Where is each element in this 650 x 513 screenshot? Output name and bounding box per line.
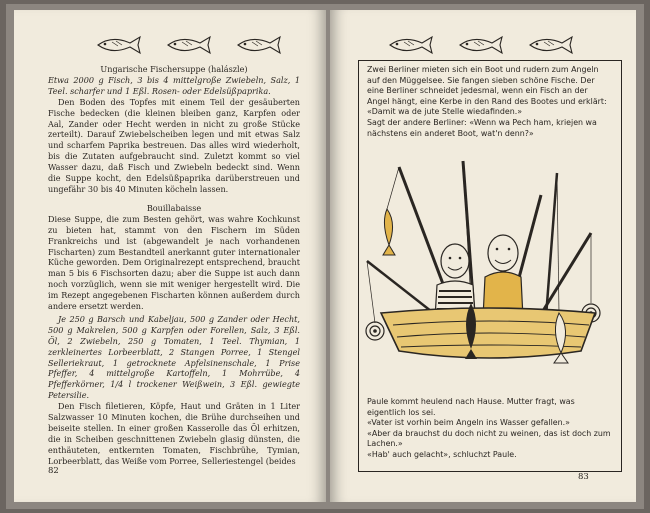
- quote-5: «Hab' auch gelacht», schluchzt Paule.: [367, 449, 517, 459]
- bouillabaisse-method: Den Fisch filetieren, Köpfe, Haut und Gräten in 1 Liter Salzwasser 10 Minuten kochen, die Brühe durchseihen und beiseite stellen. In einer großen Kasserolle das Öl erhitzen, die in Scheiben geschnittenen Zwiebeln glasig dünsten, die enthäuteten, entkernten Tomaten, Fischbrühe, Tymian, Lorbeerblatt, das Weiße vom Porree, Selleriestengel (beides: [48, 401, 300, 466]
- right-page: [330, 10, 636, 502]
- page-number-left: 82: [48, 466, 59, 476]
- fish-icon: [386, 32, 436, 58]
- quote-3: «Vater ist vorhin beim Angeln ins Wasser gefallen.»: [367, 418, 570, 428]
- story-bottom: [367, 397, 611, 461]
- story-intro: Zwei Berliner mieten sich ein Boot und rudern zum Angeln auf den Müggelsee. Sie fangen sieben schöne Fische. Der eine Berliner schneidet jedesmal, wenn ein Fisch an der Angel hängt, eine Kerbe in den Rand des Bootes und erklärt:: [367, 65, 607, 106]
- boat-illustration: [359, 153, 621, 391]
- story-paule: Paule kommt heulend nach Hause. Mutter fragt, was eigentlich los sei.: [367, 397, 575, 417]
- fish-icon: [94, 32, 144, 58]
- bouillabaisse-intro: Diese Suppe, die zum Besten gehört, was wahre Kochkunst zu bieten hat, stammt von den Fischern im Süden Frankreichs und ist (abgewandelt je nach vorhandenen Fischarten) zum Bestandteil anerkannt guter internationaler Küche geworden. Dem Originalrezept entsprechend, braucht man 5 bis 6 Fischsorten dazu; aber die Suppe ist auch dann noch vorzüglich, wenn sie mit weniger hergestellt wird. Die im Rezept angegebenen Fischarten können außerdem durch andere ersetzt werden.: [48, 213, 300, 312]
- soup-method: Den Boden des Topfes mit einem Teil der gesäuberten Fische bedecken (die kleinen bleiben ganz, Karpfen oder Aal, Zander oder Hecht werden in nicht zu große Stücke zerteilt). Darauf Zwiebelscheiben legen und mit etwas Salz und scharfem Paprika bestreuen. Das alles wird wiederholt, bis die Zutaten aufgebraucht sind. Zuletzt kommt so viel Wasser dazu, daß Fisch und Zwiebeln bedeckt sind. Wenn die Suppe kocht, den Edelsüßpaprika darüberstreuen und ungefähr 30 bis 40 Minuten köcheln lassen.: [48, 96, 300, 194]
- left-text-block: [48, 64, 300, 467]
- page-number-right: 83: [578, 472, 589, 482]
- left-page: [14, 10, 326, 502]
- fish-ornament-row: [94, 32, 294, 58]
- quote-1: «Damit wa de jute Stelle wiedafinden.»: [367, 107, 523, 117]
- open-book: [6, 4, 644, 509]
- fish-ornament-row: [386, 32, 586, 58]
- fish-icon: [456, 32, 506, 58]
- quote-2: Sagt der andere Berliner: «Wenn wa Pech ham, kriejen wa nächstens ein anderet Boot, wat'n denn?»: [367, 117, 597, 138]
- fish-icon: [164, 32, 214, 58]
- fish-icon: [526, 32, 576, 58]
- bouillabaisse-ingredients: Je 250 g Barsch und Kabeljau, 500 g Zander oder Hecht, 500 g Makrelen, 500 g Karpfen oder Forellen, Salz, 3 Eßl. Öl, 2 Zwiebeln, 250 g Tomaten, 1 Teel. Thymian, 1 zerkleinertes Lorbeerblatt, 2 Stangen Porree, 1 Stengel Selleriekraut, 1 getrocknete Apfelsinenschale, 1 Prise Pfeffer, 4 mittelgroße Kartoffeln, 1 Mohrrübe, 4 Pfefferkörner, 1/4 l trockener Weißwein, 3 Eßl. gewiegte Petersilie.: [48, 313, 300, 401]
- soup-title: Ungarische Fischersuppe (halászle): [100, 64, 248, 74]
- bouillabaisse-title: Bouillabaisse: [146, 202, 202, 213]
- quote-4: «Aber da brauchst du doch nicht zu weinen, das ist doch zum Lachen.»: [367, 428, 611, 449]
- story-frame: [358, 60, 622, 472]
- story-top: [367, 65, 611, 139]
- fish-icon: [234, 32, 284, 58]
- soup-ingredients: Etwa 2000 g Fisch, 3 bis 4 mittelgroße Zwiebeln, Salz, 1 Teel. scharfer und 1 Eßl. Rosen- oder Edelsüßpaprika.: [48, 74, 300, 96]
